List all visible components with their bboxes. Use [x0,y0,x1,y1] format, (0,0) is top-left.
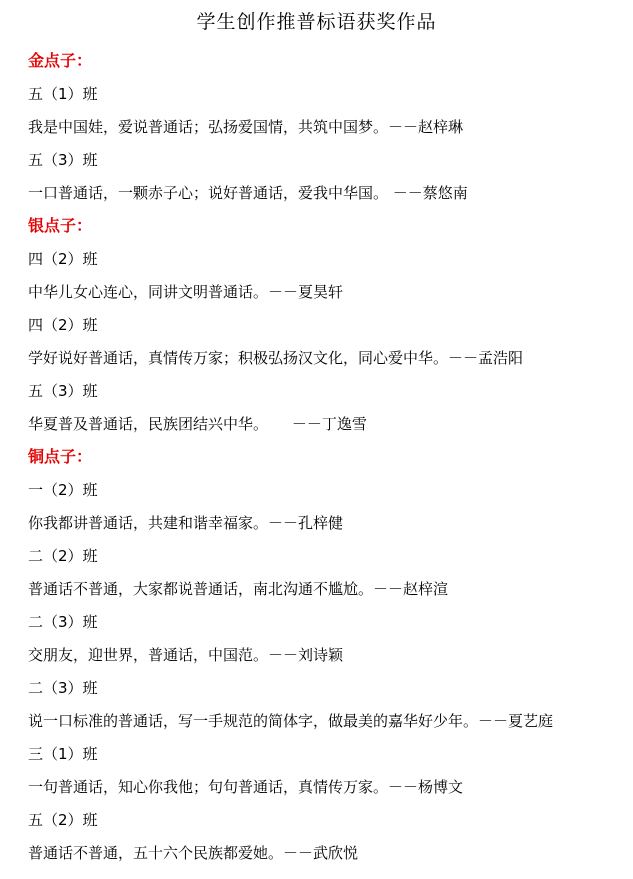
slogan-text: 你我都讲普通话，共建和谐幸福家。－－孔梓健 [28,514,344,532]
class-label: 五（1）班 [28,85,98,103]
class-label: 三（1）班 [28,745,98,763]
slogan-text: 中华儿女心连心，同讲文明普通话。－－夏昊轩 [28,283,344,301]
class-label: 二（2）班 [28,547,98,565]
slogan-text: 交朋友，迎世界，普通话，中国范。－－刘诗颖 [28,646,344,664]
section-heading-bronze: 铜点子： [28,447,93,466]
slogan-text: 华夏普及普通话，民族团结兴中华。 －－丁逸雪 [28,415,367,433]
class-label: 四（2）班 [28,250,98,268]
class-label: 五（3）班 [28,382,98,400]
page-title: 学生创作推普标语获奖作品 [196,11,437,33]
class-label: 二（3）班 [28,679,98,697]
class-label: 二（3）班 [28,613,98,631]
class-label: 五（2）班 [28,811,98,829]
slogan-text: 学好说好普通话，真情传万家；积极弘扬汉文化，同心爱中华。－－孟浩阳 [28,349,524,367]
class-label: 四（2）班 [28,316,98,334]
slogan-text: 普通话不普通，五十六个民族都爱她。－－武欣悦 [28,844,359,862]
section-heading-gold: 金点子： [28,51,93,70]
section-heading-silver: 银点子： [28,216,93,235]
class-label: 五（3）班 [28,151,98,169]
slogan-text: 一口普通话，一颗赤子心；说好普通话，爱我中华国。 －－蔡悠南 [28,184,468,202]
class-label: 一（2）班 [28,481,98,499]
slogan-text: 一句普通话，知心你我他；句句普通话，真情传万家。－－杨博文 [28,778,464,796]
slogan-text: 我是中国娃，爱说普通话；弘扬爱国情，共筑中国梦。－－赵梓琳 [28,118,464,136]
slogan-text: 普通话不普通，大家都说普通话，南北沟通不尴尬。－－赵梓渲 [28,580,449,598]
slogan-text: 说一口标准的普通话，写一手规范的简体字，做最美的嘉华好少年。－－夏艺庭 [28,712,554,730]
